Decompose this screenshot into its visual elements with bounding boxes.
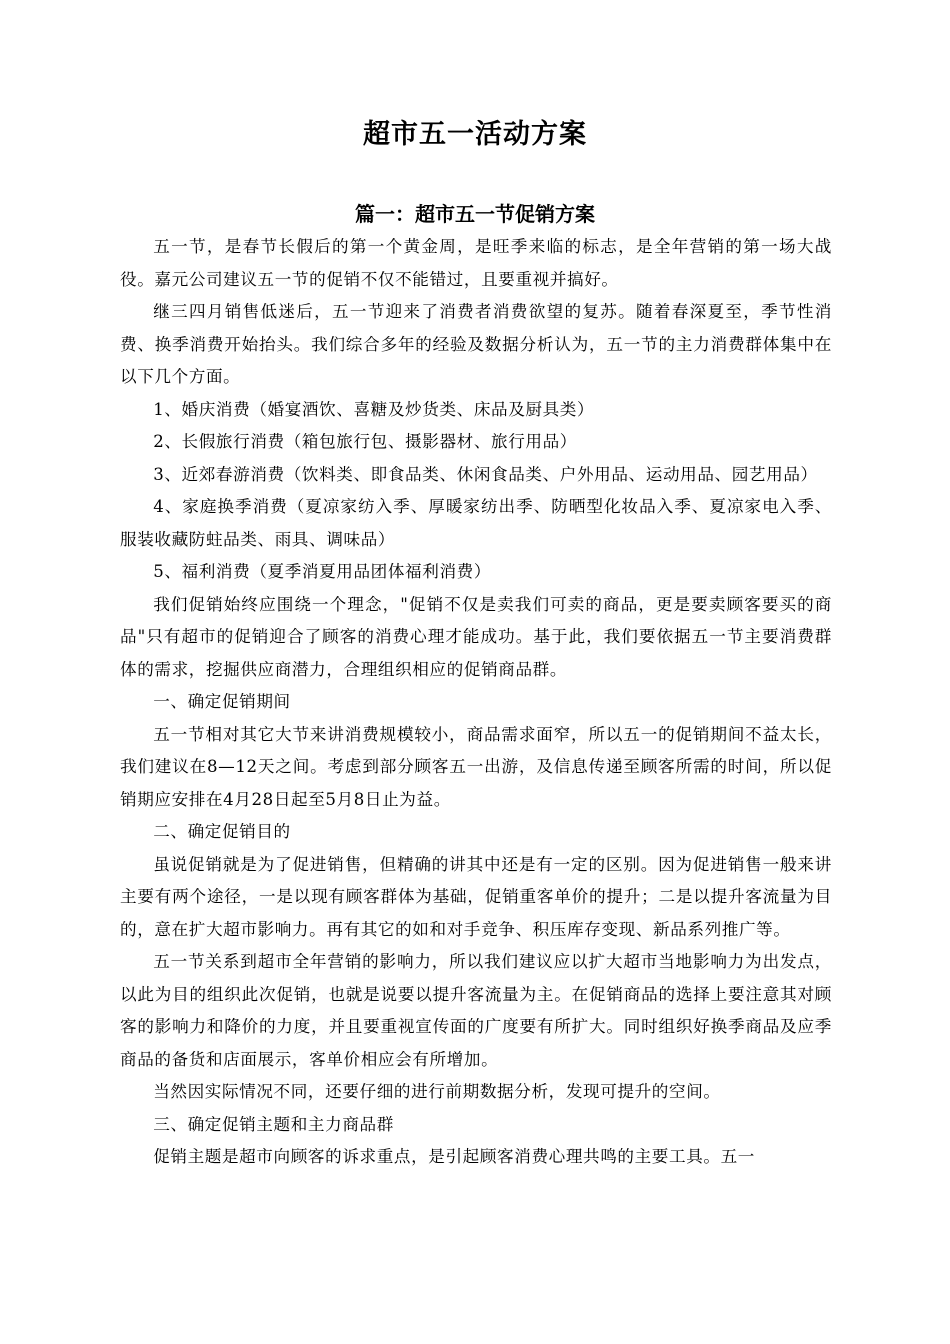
list-item: 2、长假旅行消费（箱包旅行包、摄影器材、旅行用品） [153,432,577,451]
paragraph: 当然因实际情况不同，还要仔细的进行前期数据分析，发现可提升的空间。 [153,1082,721,1101]
list-item: 1、婚庆消费（婚宴酒饮、喜糖及炒货类、床品及厨具类） [153,399,595,419]
paragraph: 继三四月销售低迷后，五一节迎来了消费者消费欲望的复苏。随着春深夏至，季节性消费、换季消费开始抬头。我们综合多年的经验及数据分析认为，五一节的主力消费群体集中在以下几个方面。 [120,302,832,386]
paragraph: 五一节相对其它大节来讲消费规模较小，商品需求面窄，所以五一的促销期间不益太长，我们建议在8—12天之间。考虑到部分顾客五一出游，及信息传递至顾客所需的时间，所以促销期应安排在4月28日起至5月8日止为益。 [120,724,832,809]
list-item: 3、近郊春游消费（饮料类、即食品类、休闲食品类、户外用品、运动用品、园艺用品） [153,464,818,484]
subheading: 一、确定促销期间 [153,692,291,711]
document-body [120,231,832,1174]
subheading: 三、确定促销主题和主力商品群 [153,1114,394,1134]
list-item: 5、福利消费（夏季消夏用品团体福利消费） [153,562,492,581]
section-title: 篇一：超市五一节促销方案 [355,202,595,226]
paragraph: 虽说促销就是为了促进销售，但精确的讲其中还是有一定的区别。因为促进销售一般来讲主要有两个途径，一是以现有顾客群体为基础，促销重客单价的提升；二是以提升客流量为目的，意在扩大超市影响力。再有其它的如和对手竞争、积压库存变现、新品系列推广等。 [120,854,832,939]
paragraph: 促销主题是超市向顾客的诉求重点，是引起顾客消费心理共鸣的主要工具。五一 [153,1147,755,1166]
paragraph: 五一节关系到超市全年营销的影响力，所以我们建议应以扩大超市当地影响力为出发点，以此为目的组织此次促销，也就是说要以提升客流量为主。在促销商品的选择上要注意其对顾客的影响力和降价的力度，并且要重视宣传面的广度要有所扩大。同时组织好换季商品及应季商品的备货和店面展示，客单价相应会有所增加。 [120,952,832,1069]
list-item: 4、家庭换季消费（夏凉家纺入季、厚暖家纺出季、防晒型化妆品入季、夏凉家电入季、服装收藏防蛀品类、雨具、调味品） [120,497,832,549]
paragraph: 我们促销始终应围绕一个理念，"促销不仅是卖我们可卖的商品，更是要卖顾客要买的商品"只有超市的促销迎合了顾客的消费心理才能成功。基于此，我们要依据五一节主要消费群体的需求，挖掘供应商潜力，合理组织相应的促销商品群。 [120,594,832,679]
paragraph: 五一节，是春节长假后的第一个黄金周，是旺季来临的标志，是全年营销的第一场大战役。嘉元公司建议五一节的促销不仅不能错过，且要重视并搞好。 [120,237,832,289]
subheading: 二、确定促销目的 [153,822,291,841]
page-title: 超市五一活动方案 [363,119,587,150]
